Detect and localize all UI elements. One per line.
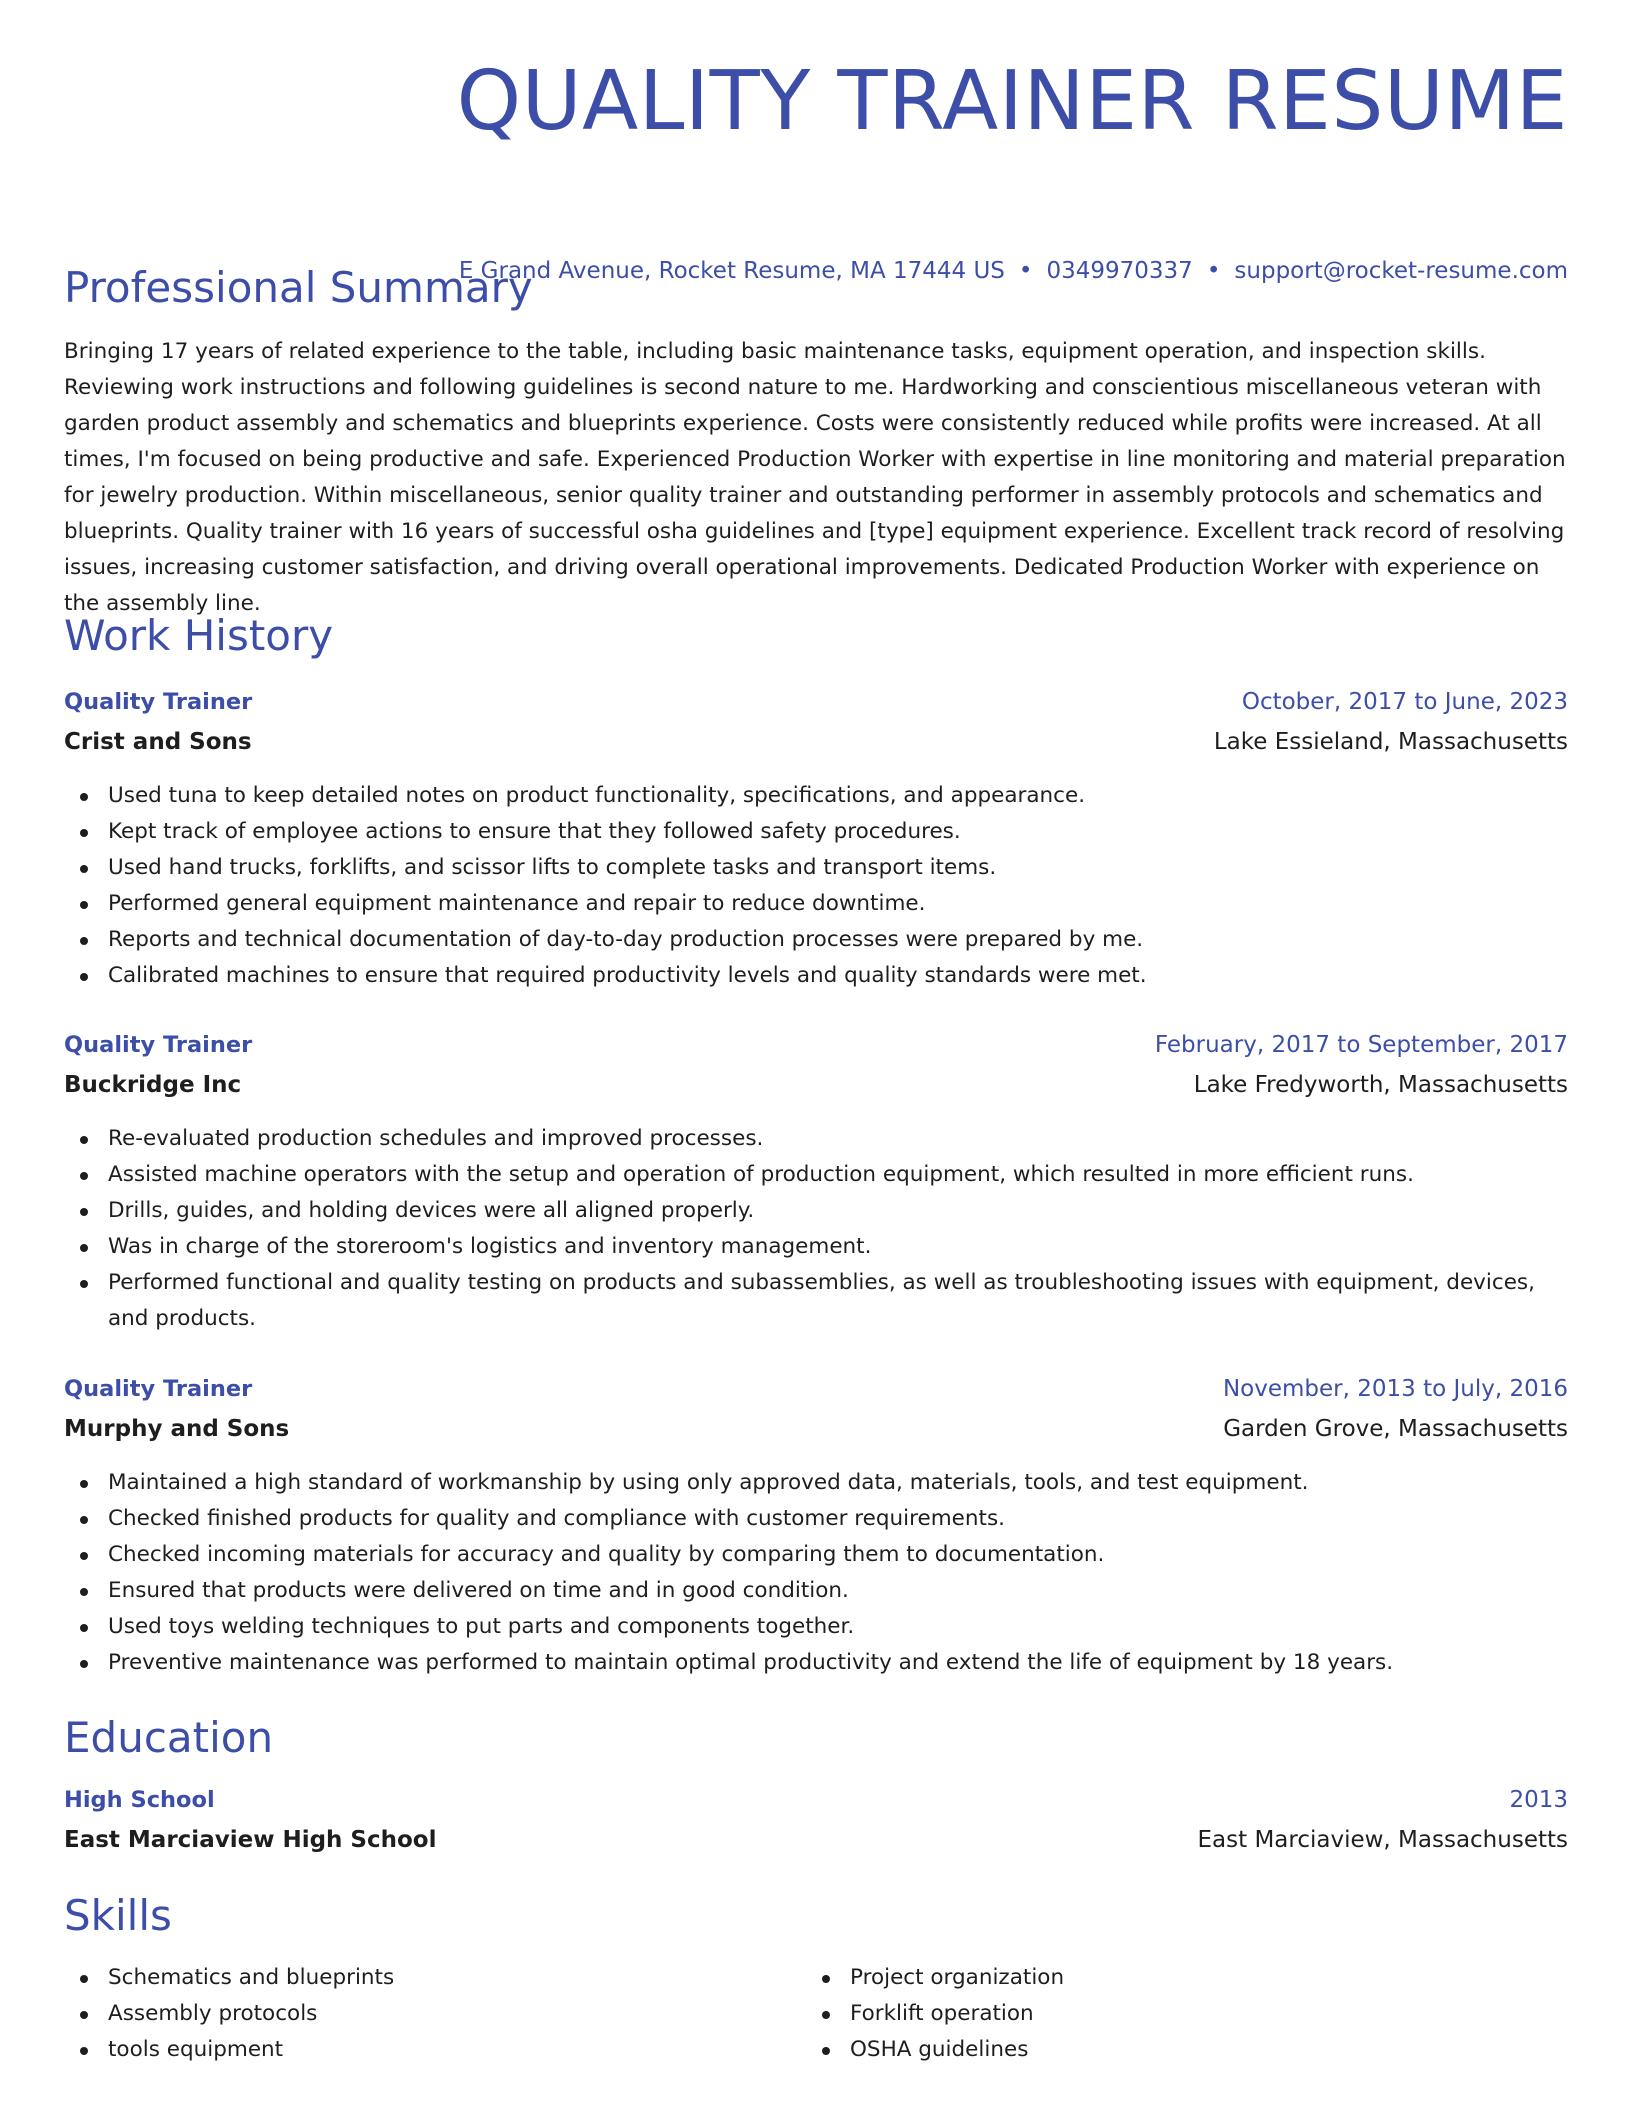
skill-item: Schematics and blueprints [64, 1960, 806, 1996]
job-bullet: Checked incoming materials for accuracy and quality by comparing them to documentation. [64, 1537, 1568, 1573]
skill-item: Assembly protocols [64, 1996, 806, 2032]
summary-heading: Professional Summary [64, 263, 533, 312]
education-location: East Marciaview, Massachusetts [1197, 1827, 1568, 1853]
contact-address: E Grand Avenue, Rocket Resume, MA 17444 US [458, 258, 1005, 284]
job-entry [64, 684, 1568, 994]
skill-item: tools equipment [64, 2032, 806, 2068]
job-bullet: Reports and technical documentation of day-to-day production processes were prepared by me. [64, 922, 1568, 958]
job-bullet: Used tuna to keep detailed notes on product functionality, specifications, and appearance. [64, 778, 1568, 814]
skills-column-left [64, 1960, 806, 2068]
resume-page [64, 0, 1568, 2062]
job-bullet: Preventive maintenance was performed to maintain optimal productivity and extend the life of equipment by 18 years. [64, 1645, 1568, 1681]
contact-phone[interactable]: 0349970337 [1046, 258, 1193, 284]
education-school: East Marciaview High School [64, 1827, 437, 1853]
job-bullets [64, 778, 1568, 994]
job-bullet: Performed functional and quality testing on products and subassemblies, as well as troubleshooting issues with equipment, devices, and products. [64, 1265, 1568, 1337]
job-company: Buckridge Inc [64, 1072, 242, 1098]
job-bullet: Drills, guides, and holding devices were all aligned properly. [64, 1193, 1568, 1229]
job-location: Lake Essieland, Massachusetts [1213, 729, 1568, 755]
job-location: Garden Grove, Massachusetts [1223, 1416, 1568, 1442]
job-bullet: Assisted machine operators with the setup and operation of production equipment, which resulted in more efficient runs. [64, 1157, 1568, 1193]
job-entry [64, 1027, 1568, 1337]
education-header-row [64, 1782, 1568, 1822]
job-header-row [64, 684, 1568, 724]
job-bullet: Kept track of employee actions to ensure that they followed safety procedures. [64, 814, 1568, 850]
job-dates: October, 2017 to June, 2023 [1241, 689, 1568, 715]
job-bullet: Calibrated machines to ensure that required productivity levels and quality standards were met. [64, 958, 1568, 994]
skill-item: OSHA guidelines [806, 2032, 1548, 2068]
education-heading: Education [64, 1713, 274, 1762]
education-degree: High School [64, 1787, 215, 1813]
separator-dot: • [1206, 258, 1221, 284]
contact-email[interactable]: support@rocket-resume.com [1234, 258, 1568, 284]
job-bullet: Used toys welding techniques to put parts and components together. [64, 1609, 1568, 1645]
skill-item: Forklift operation [806, 1996, 1548, 2032]
job-bullet: Performed general equipment maintenance and repair to reduce downtime. [64, 886, 1568, 922]
job-company-row [64, 724, 1568, 764]
education-entry [64, 1782, 1568, 1862]
skills-list [64, 1960, 1568, 2068]
education-school-row [64, 1822, 1568, 1862]
job-location: Lake Fredyworth, Massachusetts [1193, 1072, 1568, 1098]
education-year: 2013 [1509, 1787, 1568, 1813]
job-company: Murphy and Sons [64, 1416, 290, 1442]
job-company: Crist and Sons [64, 729, 252, 755]
job-bullets [64, 1465, 1568, 1681]
job-bullet: Used hand trucks, forklifts, and scissor lifts to complete tasks and transport items. [64, 850, 1568, 886]
work-history-heading: Work History [64, 611, 334, 660]
skill-item: Project organization [806, 1960, 1548, 1996]
separator-dot: • [1018, 258, 1033, 284]
job-title: Quality Trainer [64, 1032, 253, 1058]
skills-heading: Skills [64, 1891, 172, 1940]
job-bullet: Checked finished products for quality and compliance with customer requirements. [64, 1501, 1568, 1537]
job-bullet: Maintained a high standard of workmanship by using only approved data, materials, tools, and test equipment. [64, 1465, 1568, 1501]
job-header-row [64, 1371, 1568, 1411]
job-dates: February, 2017 to September, 2017 [1154, 1032, 1568, 1058]
skills-column-right [806, 1960, 1548, 2068]
job-bullets [64, 1121, 1568, 1337]
job-entry [64, 1371, 1568, 1681]
job-dates: November, 2013 to July, 2016 [1222, 1376, 1568, 1402]
job-title: Quality Trainer [64, 689, 253, 715]
job-bullet: Re-evaluated production schedules and improved processes. [64, 1121, 1568, 1157]
job-company-row [64, 1067, 1568, 1107]
summary-text: Bringing 17 years of related experience to the table, including basic maintenance tasks, equipment operation, and inspection skills. Reviewing work instructions and following guidelines is second nature to me. Hardworking and conscientious miscellaneous veteran with garden product assembly and schematics and blueprints experience. Costs were consistently reduced while profits were increased. At all times, I'm focused on being productive and safe. Experienced Production Worker with expertise in line monitoring and material preparation for jewelry production. Within miscellaneous, senior quality trainer and outstanding performer in assembly protocols and schematics and blueprints. Quality trainer with 16 years of successful osha guidelines and [type] equipment experience. Excellent track record of resolving issues, increasing customer satisfaction, and driving overall operational improvements. Dedicated Production Worker with experience on the assembly line. [64, 339, 1566, 616]
job-title: Quality Trainer [64, 1376, 253, 1402]
job-bullet: Ensured that products were delivered on time and in good condition. [64, 1573, 1568, 1609]
job-company-row [64, 1411, 1568, 1451]
resume-title: QUALITY TRAINER RESUME [456, 54, 1568, 149]
job-bullet: Was in charge of the storeroom's logistics and inventory management. [64, 1229, 1568, 1265]
job-header-row [64, 1027, 1568, 1067]
